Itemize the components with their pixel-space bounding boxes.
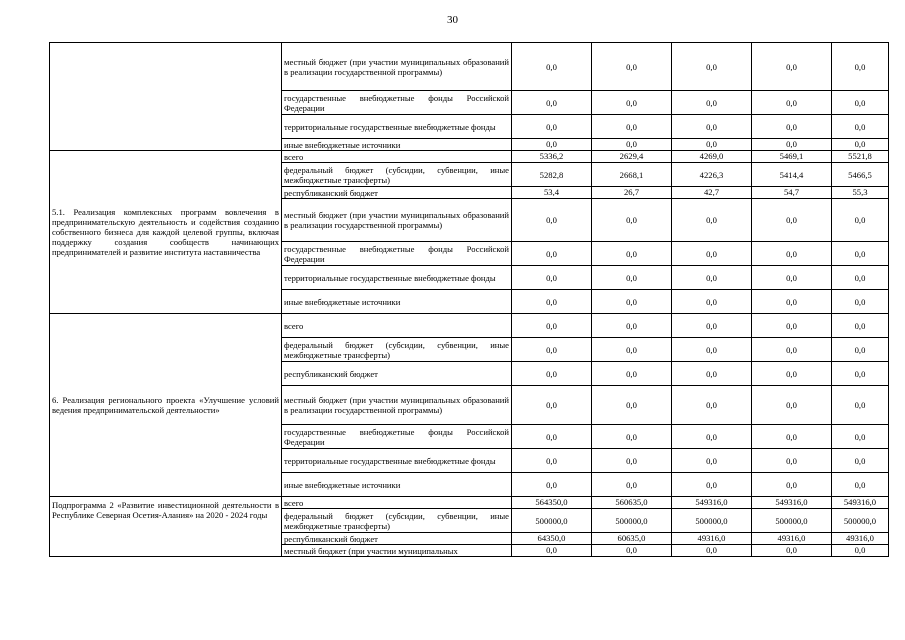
amount-value: 0,0: [546, 272, 557, 283]
amount-value: 549316,0: [775, 497, 808, 507]
funding-source-cell: [282, 139, 512, 151]
table-row: [50, 151, 889, 163]
amount-value: 0,0: [706, 455, 717, 466]
amount-cell: [832, 187, 889, 199]
amount-cell: [752, 425, 832, 449]
funding-source-cell: [282, 362, 512, 386]
amount-cell: [512, 187, 592, 199]
amount-cell: [672, 338, 752, 362]
amount-value: 0,0: [854, 455, 866, 466]
amount-cell: [832, 139, 889, 151]
amount-cell: [512, 290, 592, 314]
amount-cell: [592, 338, 672, 362]
amount-cell: [592, 163, 672, 187]
amount-value: 0,0: [854, 479, 866, 490]
amount-value: 0,0: [854, 215, 866, 225]
amount-value: 0,0: [546, 296, 557, 307]
amount-value: 0,0: [626, 455, 637, 466]
amount-cell: [592, 497, 672, 509]
amount-cell: [832, 497, 889, 509]
amount-cell: [512, 362, 592, 386]
amount-value: 0,0: [546, 431, 557, 442]
funding-source-cell: [282, 242, 512, 266]
funding-source-cell: [282, 449, 512, 473]
activity-name: 6. Реализация регионального проекта «Улучшение условий ведения предпринимательской деятельности»: [52, 395, 279, 415]
amount-value: 0,0: [786, 320, 797, 331]
amount-value: 0,0: [706, 272, 717, 283]
amount-cell: [592, 290, 672, 314]
amount-value: 0,0: [854, 139, 866, 149]
amount-value: 0,0: [786, 121, 797, 132]
amount-value: 0,0: [626, 320, 637, 331]
amount-cell: [592, 425, 672, 449]
amount-cell: [752, 43, 832, 91]
amount-value: 0,0: [786, 344, 797, 355]
funding-source: республиканский бюджет: [284, 187, 378, 198]
amount-value: 0,0: [786, 431, 797, 442]
funding-source-cell: [282, 545, 512, 557]
amount-cell: [592, 449, 672, 473]
amount-value: 0,0: [786, 296, 797, 307]
amount-value: 0,0: [854, 272, 866, 283]
funding-source: территориальные государственные внебюджетные фонды: [284, 455, 496, 466]
amount-value: 0,0: [854, 431, 866, 442]
amount-cell: [592, 187, 672, 199]
amount-cell: [592, 43, 672, 91]
amount-value: 0,0: [706, 431, 717, 442]
funding-source-cell: [282, 338, 512, 362]
funding-source: всего: [284, 151, 304, 162]
amount-cell: [592, 533, 672, 545]
amount-value: 0,0: [626, 344, 637, 355]
amount-value: 60635,0: [617, 533, 646, 543]
amount-value: 5282,8: [539, 169, 564, 180]
amount-cell: [672, 473, 752, 497]
activity-name: 5.1. Реализация комплексных программ вовлечения в предпринимательскую деятельность и содействия созданию собственного бизнеса для каждой целевой группы, включая поддержку создания сообществ начинающих предпринимателей и развитие института наставничества: [52, 207, 279, 257]
amount-value: 26,7: [623, 187, 640, 197]
amount-value: 0,0: [546, 139, 557, 149]
funding-source: территориальные государственные внебюджетные фонды: [284, 272, 496, 283]
amount-cell: [832, 473, 889, 497]
funding-source-cell: [282, 497, 512, 509]
amount-cell: [512, 139, 592, 151]
amount-value: 0,0: [786, 61, 797, 72]
amount-value: 0,0: [706, 545, 717, 555]
page-number: 30: [447, 14, 458, 26]
amount-value: 0,0: [854, 320, 866, 331]
amount-cell: [672, 187, 752, 199]
amount-value: 0,0: [626, 272, 637, 283]
amount-value: 0,0: [706, 139, 717, 149]
amount-value: 49316,0: [777, 533, 806, 543]
funding-source: иные внебюджетные источники: [284, 139, 401, 150]
amount-cell: [592, 91, 672, 115]
amount-value: 0,0: [786, 215, 797, 225]
amount-cell: [672, 314, 752, 338]
amount-cell: [832, 509, 889, 533]
amount-value: 0,0: [786, 139, 797, 149]
amount-value: 54,7: [783, 187, 800, 197]
amount-value: 549316,0: [843, 497, 877, 507]
funding-source: местный бюджет (при участии муниципальных образований в реализации государственной программы): [284, 395, 509, 415]
amount-cell: [832, 290, 889, 314]
amount-cell: [832, 91, 889, 115]
amount-cell: [512, 91, 592, 115]
amount-value: 0,0: [706, 320, 717, 331]
amount-value: 0,0: [546, 545, 557, 555]
amount-cell: [672, 290, 752, 314]
amount-cell: [672, 497, 752, 509]
activity-cell: [50, 151, 282, 314]
amount-cell: [832, 199, 889, 242]
amount-cell: [512, 163, 592, 187]
funding-source: территориальные государственные внебюджетные фонды: [284, 121, 496, 132]
amount-value: 0,0: [706, 215, 717, 225]
amount-cell: [672, 115, 752, 139]
budget-table: [49, 42, 889, 557]
amount-value: 0,0: [546, 479, 557, 490]
amount-value: 0,0: [546, 455, 557, 466]
amount-value: 4269,0: [699, 151, 724, 161]
amount-cell: [672, 91, 752, 115]
table-row: [50, 43, 889, 91]
amount-value: 5414,4: [779, 169, 804, 180]
amount-value: 500000,0: [695, 515, 728, 526]
amount-cell: [592, 242, 672, 266]
amount-cell: [672, 266, 752, 290]
amount-value: 500000,0: [615, 515, 648, 526]
amount-cell: [752, 115, 832, 139]
amount-cell: [672, 43, 752, 91]
amount-cell: [832, 163, 889, 187]
amount-value: 0,0: [706, 121, 717, 132]
amount-cell: [592, 266, 672, 290]
amount-value: 2668,1: [619, 169, 644, 180]
amount-value: 42,7: [703, 187, 720, 197]
activity-cell: [50, 314, 282, 497]
funding-source: местный бюджет (при участии муниципальных образований в реализации государственной программы): [284, 210, 509, 230]
amount-cell: [752, 163, 832, 187]
amount-value: 0,0: [626, 368, 637, 379]
amount-cell: [752, 362, 832, 386]
funding-source: государственные внебюджетные фонды Российской Федерации: [284, 243, 509, 264]
amount-cell: [512, 473, 592, 497]
amount-value: 0,0: [854, 400, 866, 410]
amount-cell: [592, 314, 672, 338]
funding-source: иные внебюджетные источники: [284, 296, 401, 307]
amount-cell: [592, 473, 672, 497]
amount-cell: [512, 386, 592, 425]
amount-value: 5336,2: [539, 151, 564, 161]
amount-value: 549316,0: [695, 497, 728, 507]
amount-value: 0,0: [854, 545, 866, 555]
amount-cell: [672, 449, 752, 473]
amount-cell: [672, 425, 752, 449]
amount-cell: [672, 242, 752, 266]
amount-value: 0,0: [854, 296, 866, 307]
amount-cell: [512, 199, 592, 242]
table-row: [50, 314, 889, 338]
amount-cell: [512, 266, 592, 290]
funding-source-cell: [282, 43, 512, 91]
amount-cell: [752, 266, 832, 290]
amount-value: 0,0: [626, 215, 637, 225]
amount-cell: [672, 151, 752, 163]
amount-value: 0,0: [706, 400, 717, 410]
amount-cell: [752, 91, 832, 115]
amount-cell: [752, 290, 832, 314]
amount-value: 49316,0: [697, 533, 726, 543]
amount-value: 0,0: [706, 344, 717, 355]
amount-cell: [672, 139, 752, 151]
amount-value: 5521,8: [848, 151, 872, 161]
amount-cell: [752, 314, 832, 338]
activity-cell: [50, 43, 282, 151]
amount-value: 500000,0: [535, 515, 568, 526]
amount-cell: [672, 509, 752, 533]
funding-source-cell: [282, 151, 512, 163]
amount-value: 0,0: [546, 121, 557, 132]
funding-source-cell: [282, 533, 512, 545]
funding-source-cell: [282, 425, 512, 449]
amount-cell: [512, 425, 592, 449]
amount-value: 49316,0: [846, 533, 874, 543]
funding-source: федеральный бюджет (субсидии, субвенции, иные межбюджетные трансферты): [284, 510, 509, 531]
amount-cell: [592, 151, 672, 163]
funding-source: местный бюджет (при участии муниципальных: [284, 545, 458, 556]
amount-value: 0,0: [626, 296, 637, 307]
amount-cell: [592, 509, 672, 533]
amount-cell: [592, 199, 672, 242]
amount-cell: [672, 362, 752, 386]
amount-cell: [672, 199, 752, 242]
amount-value: 0,0: [546, 368, 557, 379]
amount-cell: [592, 362, 672, 386]
amount-cell: [512, 533, 592, 545]
amount-value: 0,0: [854, 248, 866, 259]
funding-source: местный бюджет (при участии муниципальных образований в реализации государственной программы): [284, 56, 509, 77]
amount-value: 0,0: [626, 431, 637, 442]
amount-value: 0,0: [626, 139, 637, 149]
funding-source-cell: [282, 509, 512, 533]
funding-source: всего: [284, 497, 304, 508]
amount-cell: [832, 151, 889, 163]
amount-cell: [832, 545, 889, 557]
amount-value: 0,0: [546, 97, 557, 108]
amount-cell: [832, 266, 889, 290]
amount-cell: [752, 449, 832, 473]
funding-source: государственные внебюджетные фонды Российской Федерации: [284, 426, 509, 447]
amount-value: 0,0: [786, 479, 797, 490]
amount-cell: [752, 509, 832, 533]
amount-cell: [832, 449, 889, 473]
amount-value: 0,0: [786, 455, 797, 466]
amount-value: 0,0: [854, 368, 866, 379]
amount-value: 0,0: [786, 97, 797, 108]
funding-source-cell: [282, 290, 512, 314]
amount-cell: [512, 509, 592, 533]
amount-cell: [832, 314, 889, 338]
amount-cell: [672, 163, 752, 187]
amount-cell: [832, 362, 889, 386]
amount-cell: [832, 115, 889, 139]
amount-cell: [832, 386, 889, 425]
amount-value: 0,0: [626, 400, 637, 410]
amount-cell: [752, 187, 832, 199]
amount-cell: [672, 545, 752, 557]
amount-value: 0,0: [786, 368, 797, 379]
amount-cell: [512, 545, 592, 557]
amount-cell: [832, 533, 889, 545]
amount-value: 0,0: [546, 344, 557, 355]
amount-cell: [592, 115, 672, 139]
activity-name: Подпрограмма 2 «Развитие инвестиционной деятельности в Республике Северная Осетия-Алания» на 2020 - 2024 годы: [52, 500, 279, 520]
amount-cell: [752, 242, 832, 266]
amount-value: 0,0: [854, 344, 866, 355]
amount-value: 500000,0: [843, 515, 877, 526]
amount-value: 0,0: [546, 320, 557, 331]
amount-cell: [512, 338, 592, 362]
amount-value: 0,0: [786, 272, 797, 283]
funding-source-cell: [282, 473, 512, 497]
amount-cell: [752, 151, 832, 163]
amount-value: 53,4: [543, 187, 560, 197]
funding-source: федеральный бюджет (субсидии, субвенции, иные межбюджетные трансферты): [284, 164, 509, 185]
amount-cell: [752, 473, 832, 497]
amount-value: 0,0: [854, 121, 866, 132]
amount-cell: [512, 449, 592, 473]
funding-source-cell: [282, 187, 512, 199]
amount-cell: [832, 425, 889, 449]
funding-source: иные внебюджетные источники: [284, 479, 401, 490]
amount-value: 0,0: [546, 248, 557, 259]
amount-cell: [832, 338, 889, 362]
amount-cell: [832, 43, 889, 91]
amount-value: 5466,5: [848, 169, 872, 180]
amount-value: 55,3: [852, 187, 868, 197]
amount-value: 0,0: [706, 97, 717, 108]
amount-cell: [752, 338, 832, 362]
amount-value: 0,0: [706, 479, 717, 490]
table-row: [50, 497, 889, 509]
amount-value: 2629,4: [619, 151, 644, 161]
amount-cell: [512, 115, 592, 139]
amount-cell: [592, 386, 672, 425]
amount-cell: [592, 545, 672, 557]
amount-cell: [672, 533, 752, 545]
amount-value: 0,0: [626, 97, 637, 108]
amount-cell: [752, 497, 832, 509]
amount-value: 0,0: [706, 61, 717, 72]
amount-cell: [512, 497, 592, 509]
amount-value: 64350,0: [537, 533, 566, 543]
amount-cell: [752, 199, 832, 242]
funding-source-cell: [282, 266, 512, 290]
activity-cell: [50, 497, 282, 557]
amount-value: 5469,1: [779, 151, 804, 161]
amount-value: 0,0: [626, 61, 637, 72]
amount-cell: [592, 139, 672, 151]
amount-value: 0,0: [546, 215, 557, 225]
amount-cell: [752, 545, 832, 557]
amount-value: 0,0: [786, 248, 797, 259]
amount-cell: [512, 151, 592, 163]
funding-source-cell: [282, 115, 512, 139]
funding-source-cell: [282, 163, 512, 187]
amount-value: 0,0: [626, 545, 637, 555]
amount-cell: [512, 43, 592, 91]
amount-value: 0,0: [786, 545, 797, 555]
funding-source-cell: [282, 199, 512, 242]
funding-source: республиканский бюджет: [284, 368, 378, 379]
amount-value: 0,0: [786, 400, 797, 410]
amount-cell: [512, 314, 592, 338]
amount-cell: [752, 533, 832, 545]
funding-source: федеральный бюджет (субсидии, субвенции, иные межбюджетные трансферты): [284, 339, 509, 360]
amount-value: 0,0: [854, 61, 866, 72]
amount-value: 0,0: [626, 479, 637, 490]
amount-value: 0,0: [706, 368, 717, 379]
amount-cell: [832, 242, 889, 266]
amount-value: 0,0: [546, 61, 557, 72]
amount-value: 0,0: [626, 121, 637, 132]
funding-source-cell: [282, 386, 512, 425]
amount-cell: [672, 386, 752, 425]
funding-source: республиканский бюджет: [284, 533, 378, 544]
amount-value: 4226,3: [699, 169, 724, 180]
funding-source: всего: [284, 320, 304, 331]
amount-cell: [512, 242, 592, 266]
amount-value: 0,0: [546, 400, 557, 410]
amount-value: 560635,0: [615, 497, 648, 507]
amount-value: 0,0: [706, 248, 717, 259]
funding-source-cell: [282, 314, 512, 338]
amount-value: 564350,0: [535, 497, 568, 507]
amount-value: 0,0: [706, 296, 717, 307]
amount-value: 500000,0: [775, 515, 808, 526]
amount-value: 0,0: [626, 248, 637, 259]
amount-cell: [752, 139, 832, 151]
funding-source: государственные внебюджетные фонды Российской Федерации: [284, 92, 509, 113]
amount-value: 0,0: [854, 97, 866, 108]
amount-cell: [752, 386, 832, 425]
funding-source-cell: [282, 91, 512, 115]
